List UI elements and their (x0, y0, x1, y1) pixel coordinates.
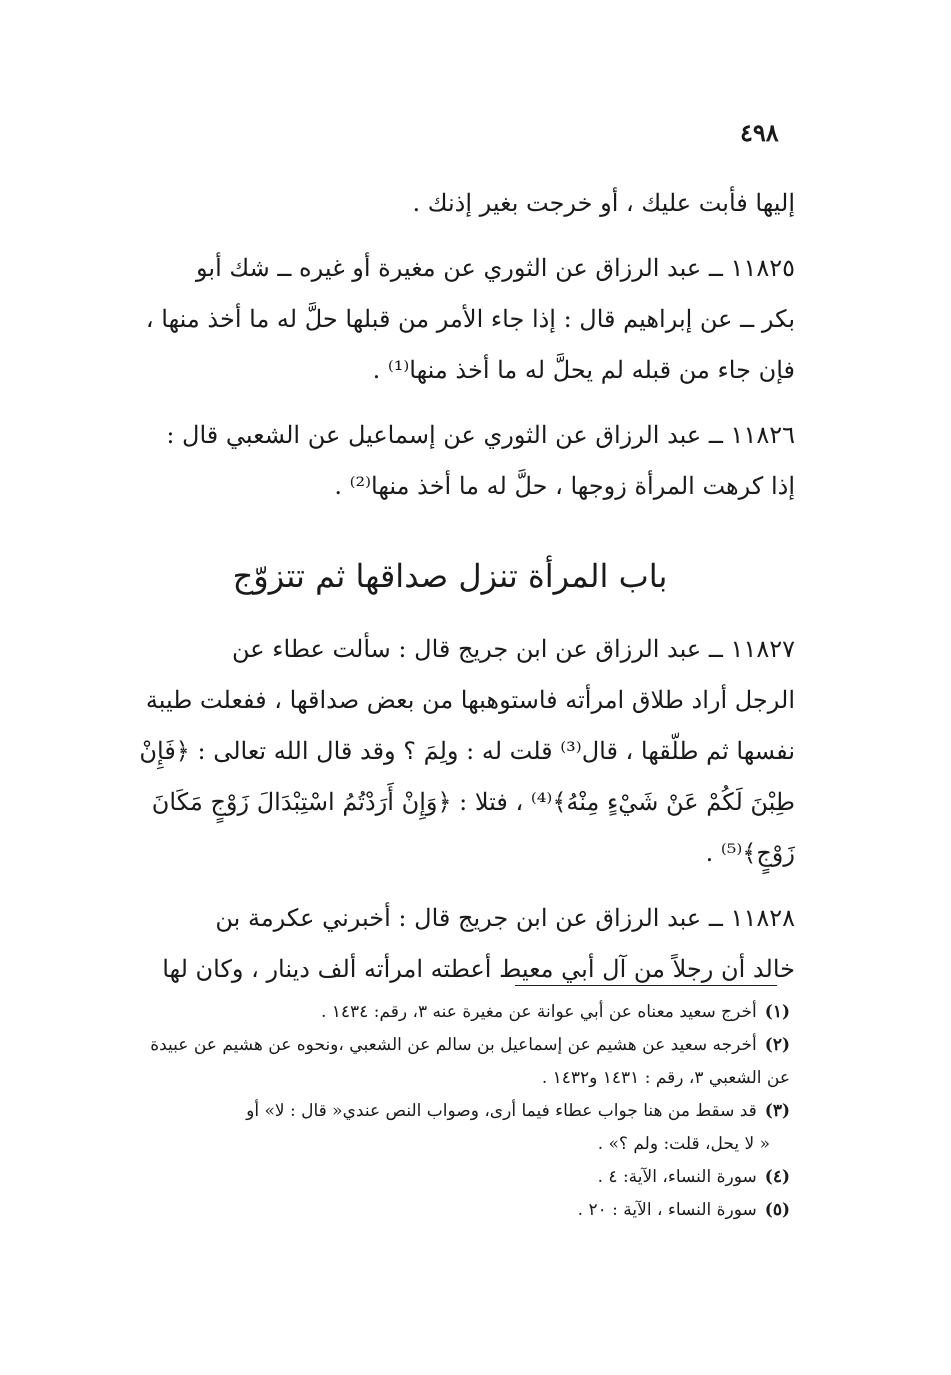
footnote-text: أخرج سعيد معناه عن أبي عوانة عن مغيرة عنه ٣، رقم: ١٤٣٤ . (320, 1002, 757, 1022)
footnote-number: (٢) (764, 1035, 790, 1055)
text-line: ١١٨٢٧ ــ عبد الرزاق عن ابن جريج قال : سألت عطاء عن (232, 635, 795, 663)
page-number: ٤٩٨ (740, 118, 779, 147)
paragraph-continuation (105, 178, 795, 229)
footnote-continuation (100, 1128, 790, 1161)
footnote-text: « لا يحل، قلت: ولم ؟» . (597, 1134, 770, 1154)
text-line: نفسها ثم طلّقها ، قال⁽³⁾ قلت له : ولِمَ ؟ وقد قال الله تعالى : ﴿فَإِنْ (139, 737, 795, 765)
footnote (100, 996, 790, 1029)
text-line: فإن جاء من قبله لم يحلَّ له ما أخذ منها⁽¹⁾ . (372, 356, 795, 384)
footnote-text: عن الشعبي ٣، رقم : ١٤٣١ و١٤٣٢ . (541, 1068, 790, 1088)
footnote-text: أخرجه سعيد عن هشيم عن إسماعيل بن سالم عن الشعبي ،ونحوه عن هشيم عن عبيدة (150, 1035, 757, 1055)
footnote-text: سورة النساء ، الآية : ٢٠ . (577, 1200, 757, 1220)
footnote (100, 1194, 790, 1227)
text-line: ١١٨٢٥ ــ عبد الرزاق عن الثوري عن مغيرة أو غيره ــ شك أبو (195, 254, 795, 282)
text-line: زَوْجٍ﴾⁽⁵⁾ . (705, 839, 795, 867)
entry-11827 (105, 624, 795, 879)
footnotes (100, 996, 790, 1227)
text-line: ١١٨٢٨ ــ عبد الرزاق عن ابن جريج قال : أخبرني عكرمة بن (215, 904, 795, 932)
footnote-separator (515, 985, 777, 986)
text-line: الرجل أراد طلاق امرأته فاستوهبها من بعض صداقها ، ففعلت طيبة (145, 686, 795, 714)
text-line: إذا كرهت المرأة زوجها ، حلَّ له ما أخذ منها⁽²⁾ . (334, 472, 795, 500)
entry-11826 (105, 410, 795, 512)
footnote (100, 1029, 790, 1062)
text-line: طِبْنَ لَكُمْ عَنْ شَيْءٍ مِنْهُ﴾⁽⁴⁾ ، فتلا : ﴿وَإِنْ أَرَدْتُمُ اسْتِبْدَالَ زَوْجٍ مَكَانَ (151, 788, 795, 816)
footnote-text: قد سقط من هنا جواب عطاء فيما أرى، وصواب النص عندي« قال : لا» أو (246, 1101, 757, 1121)
footnote-text: سورة النساء، الآية: ٤ . (597, 1167, 757, 1187)
chapter-heading: باب المرأة تنزل صداقها ثم تتزوّج (232, 557, 668, 595)
text-line: خالد أن رجلاً من آل أبي معيط أعطته امرأته ألف دينار ، وكان لها (162, 955, 795, 983)
footnote (100, 1095, 790, 1128)
footnote-number: (٣) (764, 1101, 790, 1121)
footnote-number: (٤) (764, 1167, 790, 1187)
footnote-number: (٥) (764, 1200, 790, 1220)
text-line: بكر ــ عن إبراهيم قال : إذا جاء الأمر من قبلها حلَّ له ما أخذ منها ، (145, 305, 795, 333)
footnote (100, 1161, 790, 1194)
text-line: إليها فأبت عليك ، أو خرجت بغير إذنك . (412, 189, 795, 217)
text-line: ١١٨٢٦ ــ عبد الرزاق عن الثوري عن إسماعيل عن الشعبي قال : (166, 421, 795, 449)
footnote-number: (١) (764, 1002, 790, 1022)
main-text (105, 178, 795, 1009)
entry-11828 (105, 893, 795, 995)
entry-11825 (105, 243, 795, 396)
footnote-continuation (100, 1062, 790, 1095)
